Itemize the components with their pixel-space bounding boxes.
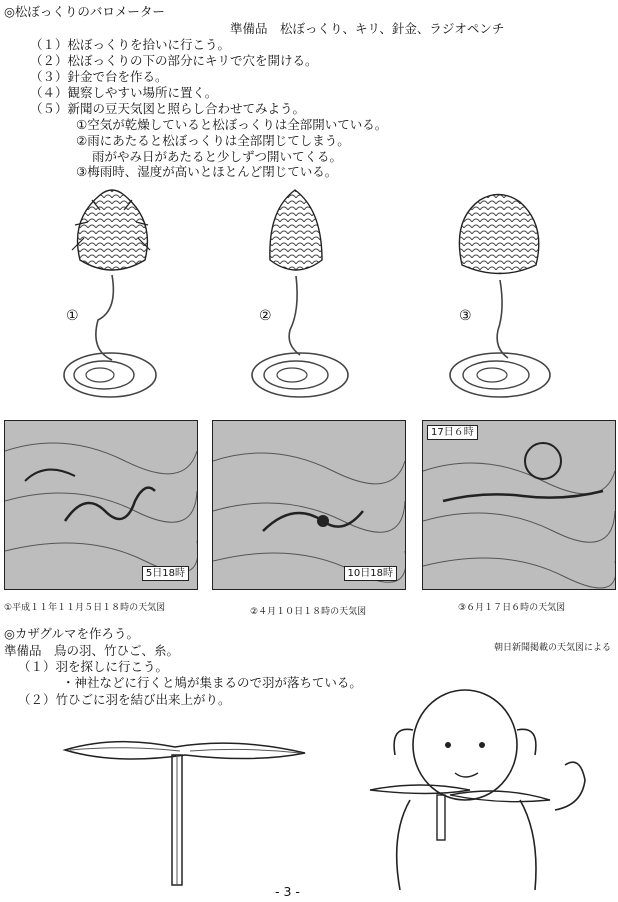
- pinecone-closed: [252, 190, 348, 397]
- cone-label-1: ①: [66, 308, 79, 324]
- map-2-caption: ②４月１０日１８時の天気図: [250, 607, 367, 617]
- weather-map-2: [212, 420, 406, 590]
- cone-label-2: ②: [259, 308, 272, 324]
- note-2b: 雨がやみ日があたると少しずつ開いてくる。: [92, 149, 343, 164]
- pinwheel-step-2: （２）竹ひごに羽を結び出来上がり。: [18, 692, 231, 707]
- weather-map-3: [422, 420, 616, 590]
- map-1-caption: ①平成１１年１１月５日１８時の天気図: [4, 603, 166, 613]
- map-source-note: 朝日新聞掲載の天気図による: [494, 643, 612, 653]
- pinwheel-step-1-note: ・神社などに行くと鳩が集まるので羽が落ちている。: [62, 675, 362, 690]
- weather-map-3-graphic: [423, 421, 615, 589]
- step-3: （３）針金で台を作る。: [30, 69, 168, 84]
- materials-barometer: 準備品 松ぼっくり、キリ、針金、ラジオペンチ: [230, 21, 505, 36]
- note-3: ③梅雨時、湿度が高いとほとんど閉じている。: [76, 164, 338, 179]
- weather-map-1: [4, 420, 198, 590]
- weather-map-2-graphic: [213, 421, 405, 589]
- pinecone-illustrations: [0, 180, 618, 410]
- cone-label-3: ③: [459, 308, 472, 324]
- girl-with-pinwheel-illustration: [350, 685, 615, 890]
- step-1: （１）松ぼっくりを拾いに行こう。: [30, 37, 231, 52]
- section-title-pinwheel: ◎カザグルマを作ろう。: [4, 626, 140, 641]
- page-number: - 3 -: [275, 884, 300, 899]
- map-3-time: 17日６時: [427, 425, 478, 440]
- map-3-caption: ③６月１７日６時の天気図: [458, 603, 566, 613]
- materials-pinwheel: 準備品 鳥の羽、竹ひご、糸。: [4, 643, 180, 658]
- step-4: （４）観察しやすい場所に置く。: [30, 85, 218, 100]
- feather-pinwheel-illustration: [55, 725, 315, 895]
- map-1-time: 5日18時: [142, 566, 189, 581]
- pinwheel-step-1: （１）羽を探しに行こう。: [18, 659, 169, 674]
- step-2: （２）松ぼっくりの下の部分にキリで穴を開ける。: [30, 53, 318, 68]
- note-1: ①空気が乾燥していると松ぼっくりは全部開いている。: [76, 117, 388, 132]
- pinecone-open: [64, 190, 156, 397]
- note-2: ②雨にあたると松ぼっくりは全部閉じてしまう。: [76, 133, 350, 148]
- section-title-barometer: ◎松ぼっくりのバロメーター: [4, 4, 165, 19]
- map-2-time: 10日18時: [344, 566, 397, 581]
- weather-map-1-graphic: [5, 421, 197, 589]
- step-5: （５）新聞の豆天気図と照らし合わせてみよう。: [30, 101, 306, 116]
- pinecone-half-closed: [450, 194, 550, 397]
